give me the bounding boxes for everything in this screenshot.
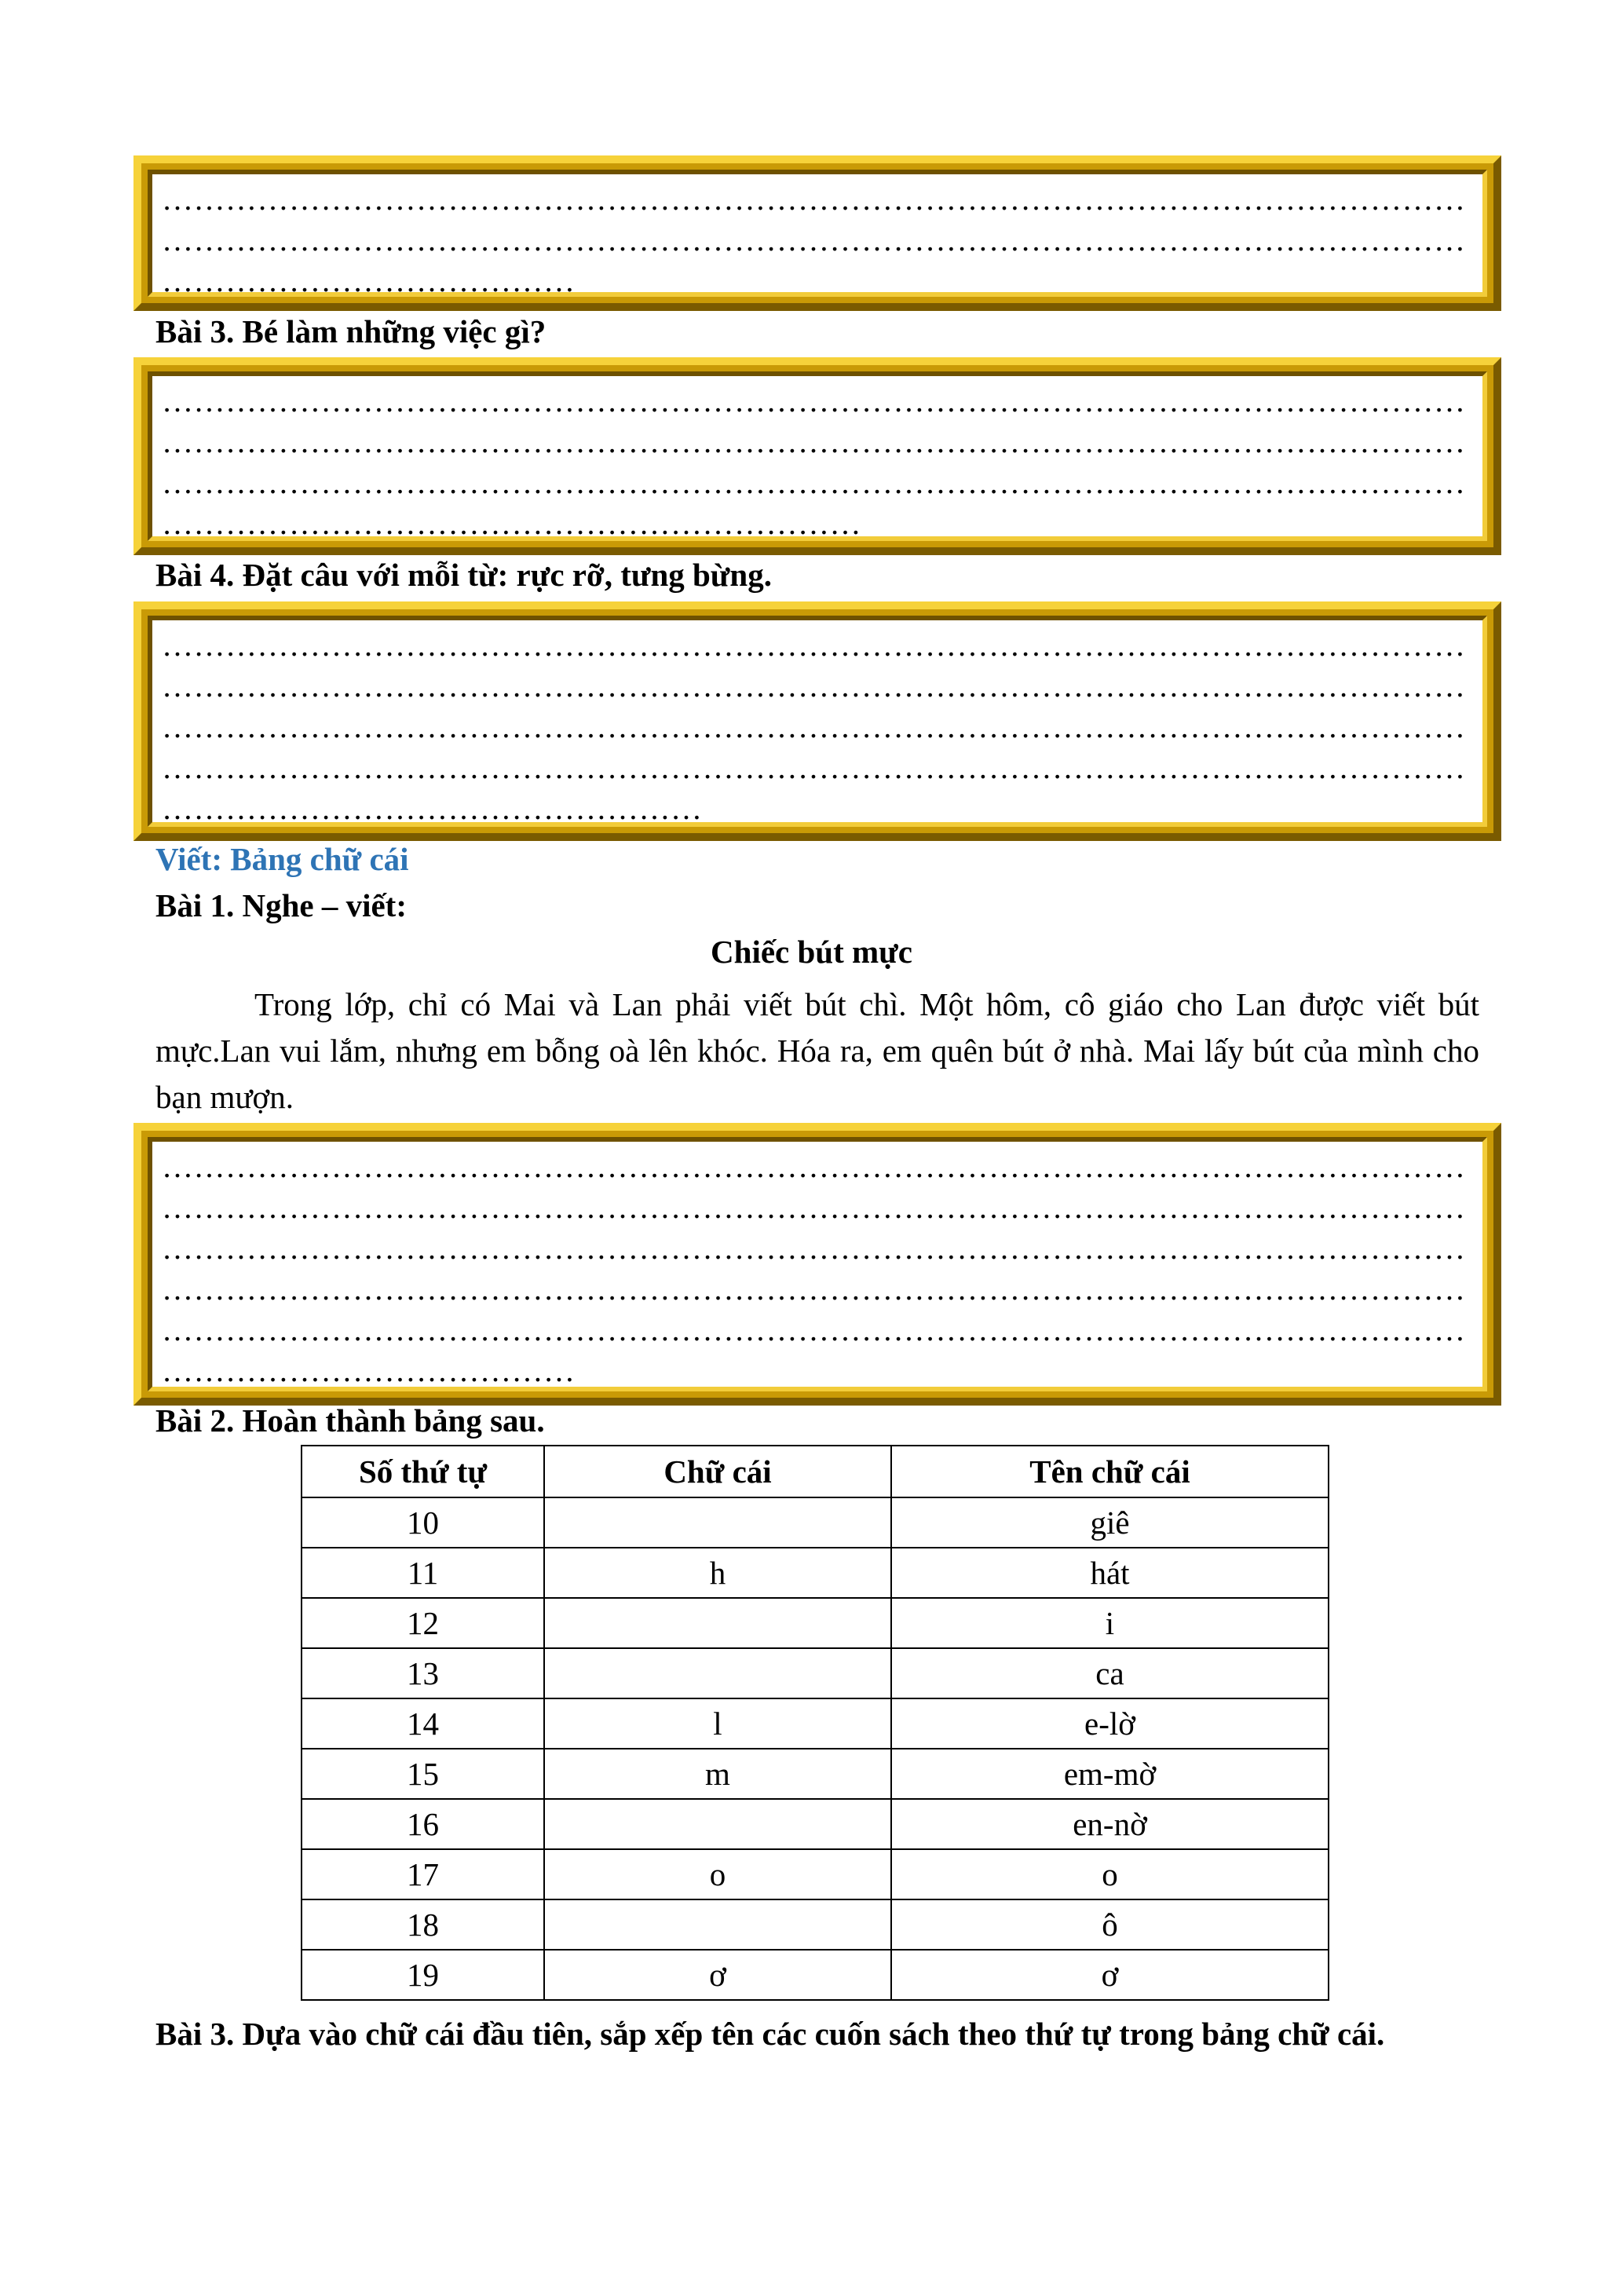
dotted-line: …………………………………………………………………………………………………………… [162, 1271, 1466, 1307]
question-bai-2: Bài 2. Hoàn thành bảng sau. [155, 1402, 545, 1439]
cell-number: 12 [302, 1598, 544, 1648]
dotted-line: …………………………………………………………………………………………………………… [162, 383, 1466, 419]
alphabet-table [301, 1445, 1329, 2001]
cell-number: 13 [302, 1648, 544, 1698]
cell-letter-name: o [891, 1849, 1329, 1899]
cell-number: 18 [302, 1899, 544, 1950]
cell-number: 10 [302, 1497, 544, 1548]
cell-letter-name: em-mờ [891, 1749, 1329, 1799]
dotted-line: …………………………………………………………………………………………………………… [162, 750, 1466, 785]
table-row [302, 1598, 1329, 1648]
dotted-line: …………………………………………………………………………………………………………… [162, 1230, 1466, 1266]
cell-letter[interactable]: o [544, 1849, 891, 1899]
cell-letter-name: ô [891, 1899, 1329, 1950]
question-bai-4: Bài 4. Đặt câu với mỗi từ: rực rỡ, tưng bừng. [155, 557, 772, 593]
cell-letter[interactable] [544, 1598, 891, 1648]
cell-letter-name: ơ [891, 1950, 1329, 2000]
table-row [302, 1899, 1329, 1950]
table-row [302, 1950, 1329, 2000]
cell-letter[interactable]: m [544, 1749, 891, 1799]
answer-box-3[interactable] [133, 601, 1501, 841]
cell-letter[interactable]: ơ [544, 1950, 891, 2000]
dotted-line: ………………………………… [162, 1353, 576, 1388]
dotted-line: …………………………………………………………………………………………………………… [162, 1190, 1466, 1225]
dotted-line: …………………………………………………………………………………………………………… [162, 1149, 1466, 1184]
table-row [302, 1648, 1329, 1698]
table-row [302, 1548, 1329, 1598]
cell-letter[interactable] [544, 1899, 891, 1950]
column-header-ten-chu-cai: Tên chữ cái [891, 1446, 1329, 1497]
table-header-row [302, 1446, 1329, 1497]
dotted-line: …………………………………………………………………………………………………………… [162, 424, 1466, 459]
dotted-line: …………………………………………………………………………………………………………… [162, 709, 1466, 744]
cell-letter[interactable] [544, 1497, 891, 1548]
table-row [302, 1698, 1329, 1749]
cell-number: 15 [302, 1749, 544, 1799]
cell-letter[interactable] [544, 1648, 891, 1698]
cell-letter-name: e-lờ [891, 1698, 1329, 1749]
answer-box-4[interactable] [133, 1123, 1501, 1406]
cell-number: 11 [302, 1548, 544, 1598]
table-row [302, 1799, 1329, 1849]
dotted-line: …………………………………………………………………………………………………………… [162, 181, 1466, 217]
dotted-line: …………………………………………… [162, 791, 703, 826]
dotted-line: …………………………………………………………………………………………………………… [162, 627, 1466, 663]
question-bai-1: Bài 1. Nghe – viết: [155, 887, 407, 923]
answer-box-2[interactable] [133, 357, 1501, 555]
cell-number: 17 [302, 1849, 544, 1899]
cell-letter[interactable] [544, 1799, 891, 1849]
cell-letter-name: hát [891, 1548, 1329, 1598]
cell-letter[interactable]: l [544, 1698, 891, 1749]
dotted-line: ………………………………… [162, 263, 576, 297]
story-title: Chiếc bút mực [711, 934, 912, 970]
dotted-line: ………………………………………………………… [162, 506, 861, 541]
dotted-line: …………………………………………………………………………………………………………… [162, 1312, 1466, 1347]
column-header-chu-cai: Chữ cái [544, 1446, 891, 1497]
question-bai-3-sort-books: Bài 3. Dựa vào chữ cái đầu tiên, sắp xếp tên các cuốn sách theo thứ tự trong bảng chữ cái. [155, 2016, 1385, 2052]
cell-letter[interactable]: h [544, 1548, 891, 1598]
answer-box-1[interactable] [133, 155, 1501, 311]
table-row [302, 1849, 1329, 1899]
cell-number: 19 [302, 1950, 544, 2000]
cell-number: 16 [302, 1799, 544, 1849]
table-row [302, 1497, 1329, 1548]
section-title-viet: Viết: Bảng chữ cái [155, 841, 409, 877]
table-row [302, 1749, 1329, 1799]
dotted-line: …………………………………………………………………………………………………………… [162, 222, 1466, 258]
dotted-line: …………………………………………………………………………………………………………… [162, 465, 1466, 500]
cell-letter-name: ca [891, 1648, 1329, 1698]
story-paragraph: Trong lớp, chỉ có Mai và Lan phải viết bút chì. Một hôm, cô giáo cho Lan được viết bút mực.Lan vui lắm, nhưng em bỗng oà lên khóc. Hóa ra, em quên bút ở nhà. Mai lấy bút của mình cho bạn mượn. [155, 986, 1479, 1115]
cell-letter-name: i [891, 1598, 1329, 1648]
cell-letter-name: en-nờ [891, 1799, 1329, 1849]
question-bai-3: Bài 3. Bé làm những việc gì? [155, 313, 546, 349]
column-header-stt: Số thứ tự [302, 1446, 544, 1497]
cell-letter-name: giê [891, 1497, 1329, 1548]
dotted-line: …………………………………………………………………………………………………………… [162, 668, 1466, 704]
cell-number: 14 [302, 1698, 544, 1749]
